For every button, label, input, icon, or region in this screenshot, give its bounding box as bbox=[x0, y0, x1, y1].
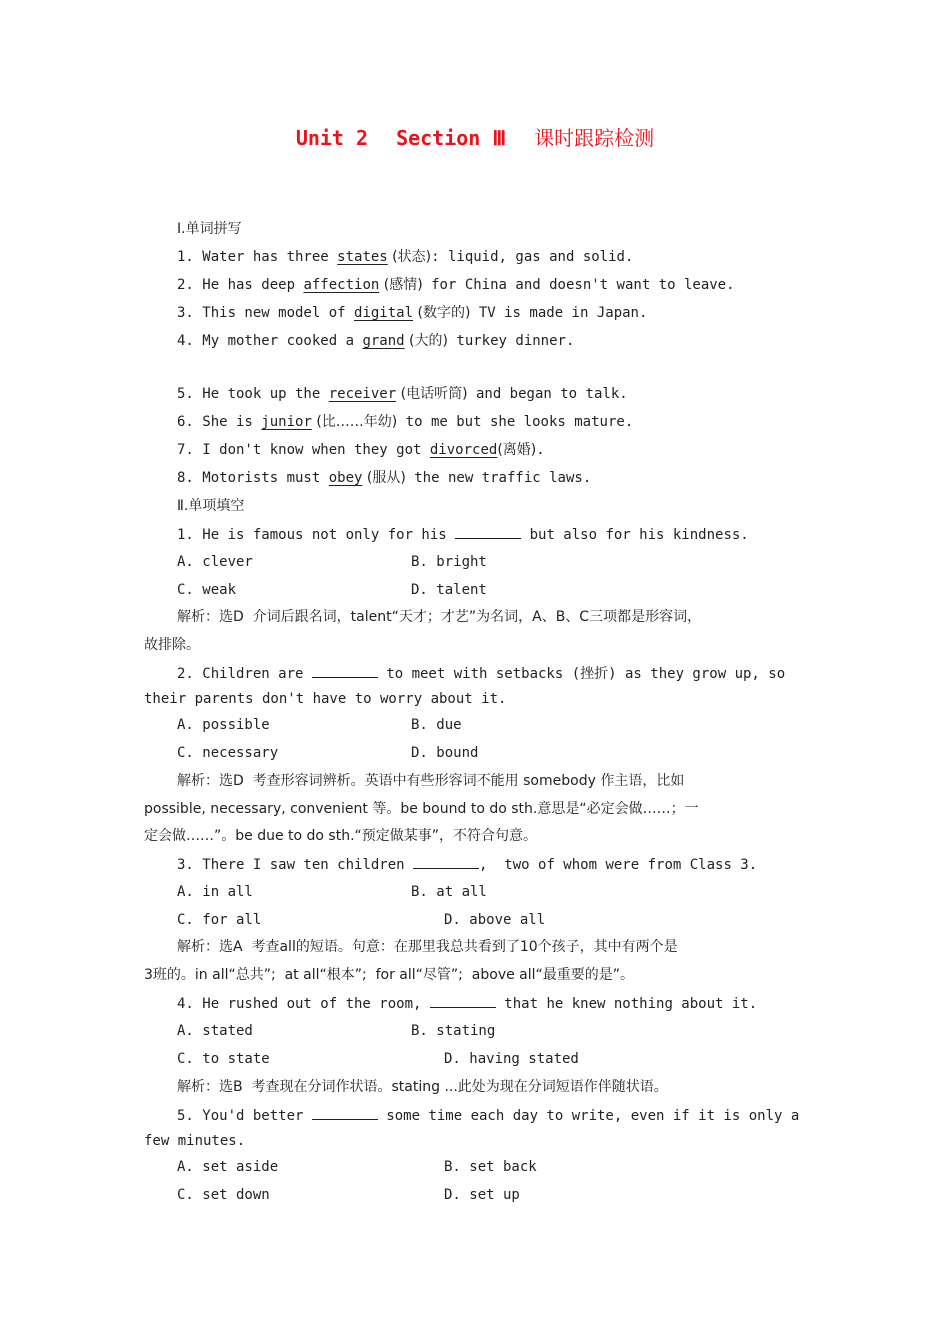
spelling-item: 7. I don't know when they got divorced(离婚). bbox=[177, 442, 545, 458]
answer-blank bbox=[455, 524, 521, 539]
question-3: 3. There I saw ten children , two of whom were from Class 3. bbox=[177, 854, 757, 875]
title-section: Section Ⅲ bbox=[396, 126, 507, 150]
option-c: C. necessary bbox=[177, 745, 279, 761]
explanation-cont: 3班的。in all“总共”; at all“根本”; for all“尽管”; above all“最重要的是”。 bbox=[144, 967, 635, 983]
answer-blank bbox=[430, 993, 496, 1008]
answer-word: affection bbox=[303, 277, 380, 293]
answer-word: grand bbox=[362, 333, 405, 349]
option-d: D. bound bbox=[411, 745, 479, 761]
option-d: D. set up bbox=[444, 1187, 520, 1203]
option-a: A. clever bbox=[177, 554, 253, 570]
question-4: 4. He rushed out of the room, that he knew nothing about it. bbox=[177, 993, 757, 1014]
answer-blank bbox=[413, 854, 479, 869]
option-c: C. for all bbox=[177, 912, 262, 928]
option-b: B. due bbox=[411, 717, 462, 733]
option-a: A. stated bbox=[177, 1023, 253, 1039]
answer-word: junior bbox=[261, 414, 312, 430]
option-c: C. to state bbox=[177, 1051, 270, 1067]
answer-blank bbox=[312, 1105, 378, 1120]
option-d: D. talent bbox=[411, 582, 487, 598]
explanation: 解析：选B 考查现在分词作状语。stating ...此处为现在分词短语作伴随状语。 bbox=[177, 1079, 668, 1095]
answer-word: states bbox=[337, 249, 388, 265]
option-b: B. at all bbox=[411, 884, 487, 900]
answer-word: obey bbox=[328, 470, 363, 486]
answer-word: digital bbox=[354, 305, 414, 321]
page-title bbox=[0, 122, 950, 151]
spelling-item: 2. He has deep affection (感情) for China and doesn't want to leave. bbox=[177, 277, 735, 293]
explanation: 解析：选D 考查形容词辨析。英语中有些形容词不能用 somebody 作主语，比如 bbox=[177, 773, 685, 789]
question-5-cont: few minutes. bbox=[144, 1133, 246, 1149]
spelling-item: 6. She is junior (比……年幼) to me but she looks mature. bbox=[177, 414, 634, 430]
answer-word: divorced bbox=[429, 442, 498, 458]
question-2-cont: their parents don't have to worry about it. bbox=[144, 691, 507, 707]
explanation: 解析：选A 考查all的短语。句意：在那里我总共看到了10个孩子，其中有两个是 bbox=[177, 939, 678, 955]
title-subtitle: 课时跟踪检测 bbox=[534, 126, 655, 150]
explanation: 解析：选D 介词后跟名词，talent“天才；才艺”为名词，A、B、C三项都是形容词， bbox=[177, 609, 702, 625]
answer-word: receiver bbox=[328, 386, 397, 402]
option-b: B. bright bbox=[411, 554, 487, 570]
option-a: A. in all bbox=[177, 884, 253, 900]
option-c: C. set down bbox=[177, 1187, 270, 1203]
question-1: 1. He is famous not only for his but also for his kindness. bbox=[177, 524, 749, 545]
explanation-cont: 故排除。 bbox=[144, 637, 200, 653]
option-b: B. stating bbox=[411, 1023, 496, 1039]
spelling-item: 1. Water has three states (状态): liquid, gas and solid. bbox=[177, 249, 634, 265]
option-c: C. weak bbox=[177, 582, 237, 598]
explanation-cont: 定会做……”。be due to do sth.“预定做某事”，不符合句意。 bbox=[144, 828, 538, 844]
title-unit: Unit 2 bbox=[295, 126, 369, 150]
question-5: 5. You'd better some time each day to write, even if it is only a bbox=[177, 1105, 799, 1126]
option-a: A. set aside bbox=[177, 1159, 279, 1175]
answer-blank bbox=[312, 663, 378, 678]
option-b: B. set back bbox=[444, 1159, 537, 1175]
spelling-item: 3. This new model of digital (数字的) TV is made in Japan. bbox=[177, 305, 648, 321]
spelling-item: 4. My mother cooked a grand (大的) turkey dinner. bbox=[177, 333, 575, 349]
question-2: 2. Children are to meet with setbacks (挫折) as they grow up, so bbox=[177, 663, 785, 684]
spelling-item: 8. Motorists must obey (服从) the new traffic laws. bbox=[177, 470, 592, 486]
option-a: A. possible bbox=[177, 717, 270, 733]
explanation-cont: possible, necessary, convenient 等。be bound to do sth.意思是“必定会做……；一 bbox=[144, 801, 699, 817]
spelling-item: 5. He took up the receiver (电话听筒) and began to talk. bbox=[177, 386, 628, 402]
part2-heading: Ⅱ.单项填空 bbox=[177, 498, 245, 514]
option-d: D. above all bbox=[444, 912, 546, 928]
option-d: D. having stated bbox=[444, 1051, 579, 1067]
part1-heading: Ⅰ.单词拼写 bbox=[177, 221, 242, 237]
